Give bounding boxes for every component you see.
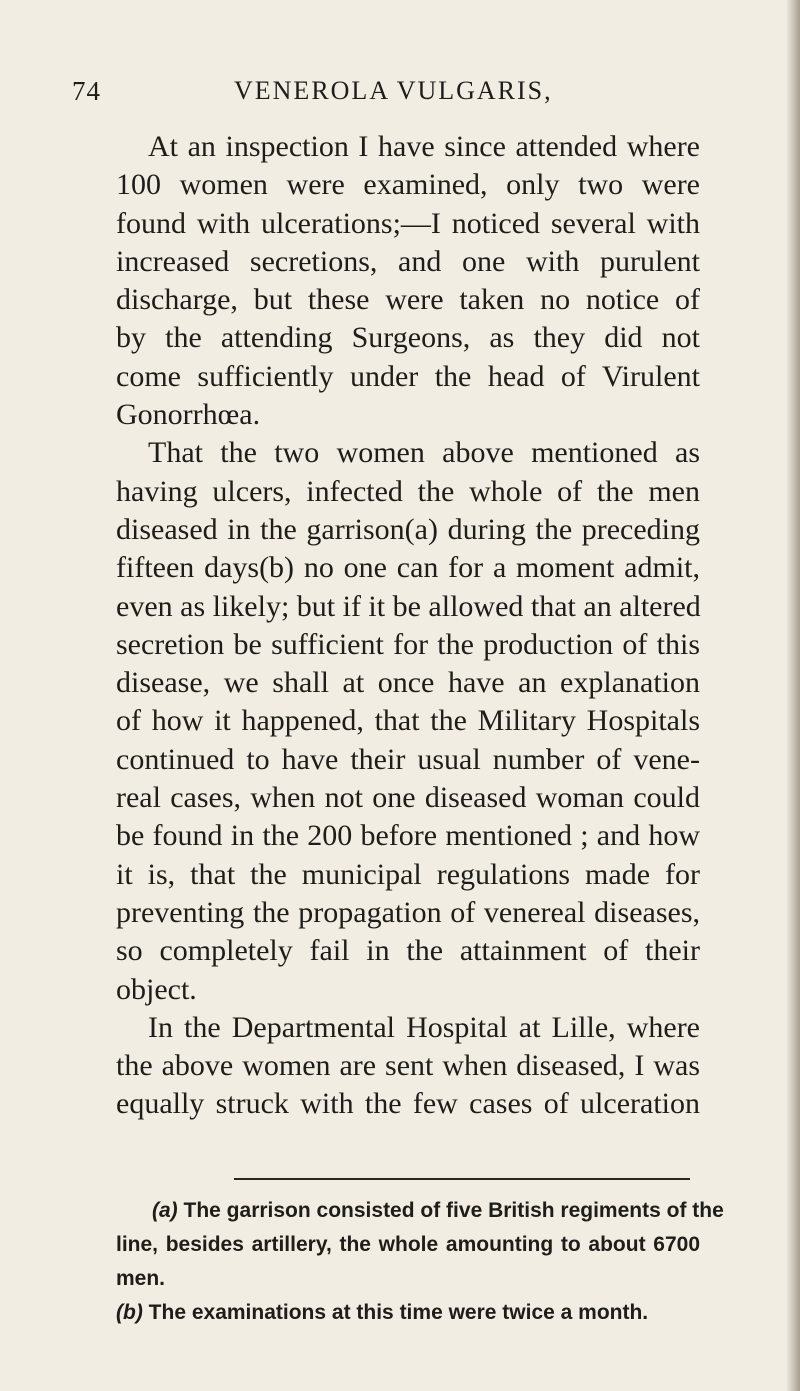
text-line: come sufficiently under the head of Virulent	[116, 359, 700, 393]
text-line: In the Departmental Hospital at Lille, where	[148, 1010, 700, 1044]
text-line: Gonorrhœa.	[116, 398, 261, 432]
text-line: 100 women were examined, only two were	[116, 168, 700, 202]
text-line: so completely fail in the attainment of their	[116, 934, 700, 968]
text-line: discharge, but these were taken no notice of	[116, 283, 700, 317]
page-header	[72, 76, 732, 116]
footnote-a-line: line, besides artillery, the whole amounting to about 6700	[116, 1233, 700, 1256]
text-line: having ulcers, infected the whole of the men	[116, 474, 700, 508]
text-line: object.	[116, 972, 197, 1006]
footnote-a-line	[116, 1194, 724, 1228]
text-line: preventing the propagation of venereal diseases,	[116, 895, 700, 929]
page-edge-shadow	[786, 0, 800, 1391]
footnote-a-text: The garrison consisted of five British regiments of the	[183, 1199, 724, 1222]
text-line: by the attending Surgeons, as they did not	[116, 321, 700, 355]
body-text	[116, 128, 700, 1124]
text-line: be found in the 200 before mentioned ; and how	[116, 819, 700, 853]
text-line: That the two women above mentioned as	[148, 436, 700, 470]
footnote-b-line	[116, 1296, 700, 1330]
footnote-b-marker: (b)	[116, 1301, 143, 1324]
footnote-a-line: men.	[116, 1267, 166, 1290]
text-line: continued to have their usual number of vene-	[116, 742, 700, 776]
text-line: the above women are sent when diseased, I was	[116, 1049, 700, 1083]
text-line: found with ulcerations;—I noticed several with	[116, 206, 700, 240]
text-line: even as likely; but if it be allowed that an altered	[116, 589, 701, 623]
text-line: of how it happened, that the Military Hospitals	[116, 704, 700, 738]
text-line: disease, we shall at once have an explanation	[116, 666, 700, 700]
text-line: At an inspection I have since attended where	[148, 130, 700, 163]
footnote-b-text: The examinations at this time were twice a month.	[148, 1301, 649, 1324]
text-line: real cases, when not one diseased woman could	[116, 781, 700, 815]
text-line: secretion be sufficient for the production of this	[116, 627, 700, 661]
running-head: VENEROLA VULGARIS,	[234, 76, 553, 105]
page-number: 74	[72, 76, 101, 106]
footnote-divider	[234, 1178, 690, 1180]
text-line: it is, that the municipal regulations made for	[116, 857, 700, 891]
text-line: equally struck with the few cases of ulceration	[116, 1087, 700, 1121]
text-line: fifteen days(b) no one can for a moment admit,	[116, 551, 700, 585]
footnote-a-marker: (a)	[152, 1199, 178, 1222]
text-line: diseased in the garrison(a) during the preceding	[116, 512, 700, 546]
text-line: increased secretions, and one with purulent	[116, 244, 700, 278]
footnotes	[116, 1194, 724, 1330]
